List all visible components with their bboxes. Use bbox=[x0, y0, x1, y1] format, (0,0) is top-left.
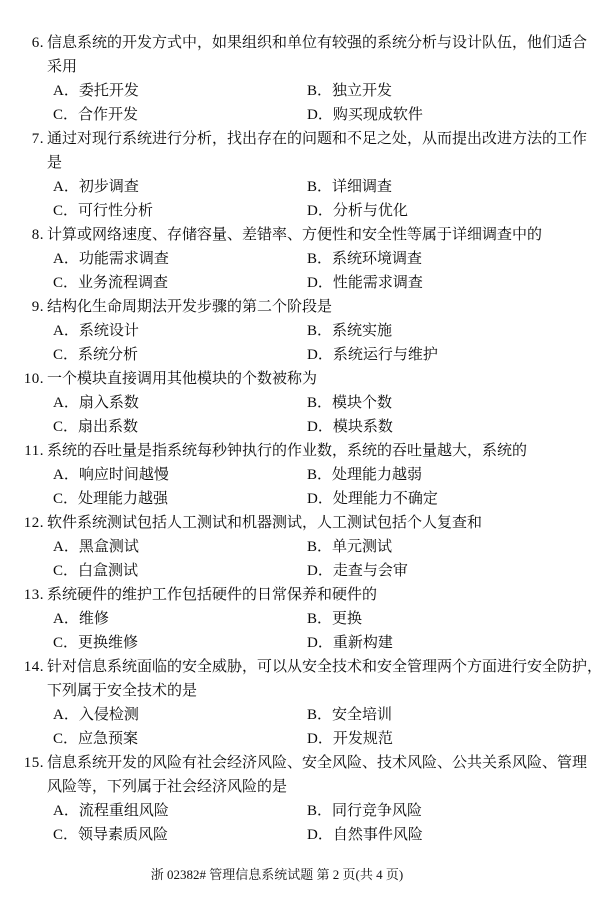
option: A．初步调查 bbox=[53, 179, 139, 195]
question-stem-row bbox=[0, 655, 614, 679]
option-row bbox=[0, 703, 614, 727]
question bbox=[0, 295, 614, 367]
option-row bbox=[0, 559, 614, 583]
question-stem-row bbox=[0, 295, 614, 319]
question-stem-continuation: 下列属于安全技术的是 bbox=[47, 683, 198, 699]
question bbox=[0, 439, 614, 511]
option-row bbox=[0, 727, 614, 751]
option: A．扇入系数 bbox=[53, 395, 139, 411]
option: C．白盒测试 bbox=[53, 563, 139, 579]
option: D．开发规范 bbox=[307, 731, 393, 747]
question-stem-row bbox=[0, 751, 614, 775]
option: A．功能需求调查 bbox=[53, 251, 169, 267]
option: B．模块个数 bbox=[307, 395, 393, 411]
option: D．模块系数 bbox=[307, 419, 393, 435]
option: D．重新构建 bbox=[307, 635, 393, 651]
question-number: 8. bbox=[31, 227, 44, 243]
question-stem: 计算或网络速度、存储容量、差错率、方便性和安全性等属于详细调查中的 bbox=[47, 227, 543, 243]
question-stem: 软件系统测试包括人工测试和机器测试，人工测试包括个人复查和 bbox=[47, 515, 483, 531]
question-stem: 通过对现行系统进行分析，找出存在的问题和不足之处，从而提出改进方法的工作 bbox=[47, 131, 588, 147]
question-stem-row bbox=[0, 439, 614, 463]
option-row bbox=[0, 271, 614, 295]
option: B．同行竞争风险 bbox=[307, 803, 423, 819]
option: B．处理能力越弱 bbox=[307, 467, 423, 483]
question bbox=[0, 511, 614, 583]
question-stem-continuation: 采用 bbox=[47, 59, 78, 75]
question-stem-continuation: 是 bbox=[47, 155, 63, 171]
question-number: 7. bbox=[31, 131, 44, 147]
question-stem: 信息系统开发的风险有社会经济风险、安全风险、技术风险、公共关系风险、管理 bbox=[47, 755, 588, 771]
question bbox=[0, 31, 614, 127]
option: A．委托开发 bbox=[53, 83, 139, 99]
question-stem: 针对信息系统面临的安全威胁，可以从安全技术和安全管理两个方面进行安全防护， bbox=[47, 659, 603, 675]
option: B．安全培训 bbox=[307, 707, 393, 723]
question-stem: 系统硬件的维护工作包括硬件的日常保养和硬件的 bbox=[47, 587, 378, 603]
option: A．响应时间越慢 bbox=[53, 467, 169, 483]
option: B．更换 bbox=[307, 611, 363, 627]
option: C．领导素质风险 bbox=[53, 827, 169, 843]
question-stem-continuation: 风险等，下列属于社会经济风险的是 bbox=[47, 779, 288, 795]
option: B．详细调查 bbox=[307, 179, 393, 195]
question-stem-row bbox=[0, 223, 614, 247]
question-number: 11. bbox=[24, 443, 44, 459]
option-row bbox=[0, 79, 614, 103]
option-row bbox=[0, 175, 614, 199]
option: A．入侵检测 bbox=[53, 707, 139, 723]
question-number: 9. bbox=[31, 299, 44, 315]
option-row bbox=[0, 607, 614, 631]
question-number: 6. bbox=[31, 35, 44, 51]
question-stem: 一个模块直接调用其他模块的个数被称为 bbox=[47, 371, 318, 387]
question-stem-row bbox=[0, 31, 614, 55]
option-row bbox=[0, 487, 614, 511]
question-stem-row bbox=[0, 511, 614, 535]
question-list bbox=[0, 31, 614, 847]
option: A．维修 bbox=[53, 611, 109, 627]
option: A．流程重组风险 bbox=[53, 803, 169, 819]
option: C．业务流程调查 bbox=[53, 275, 169, 291]
option: C．系统分析 bbox=[53, 347, 139, 363]
option-row bbox=[0, 415, 614, 439]
option: C．应急预案 bbox=[53, 731, 139, 747]
question-number: 15. bbox=[23, 755, 44, 771]
question-stem-row bbox=[0, 367, 614, 391]
option: D．购买现成软件 bbox=[307, 107, 423, 123]
option-row bbox=[0, 247, 614, 271]
option: D．性能需求调查 bbox=[307, 275, 423, 291]
option-row bbox=[0, 391, 614, 415]
page-footer: 浙 02382# 管理信息系统试题 第 2 页(共 4 页) bbox=[150, 867, 404, 882]
option-row bbox=[0, 823, 614, 847]
option: A．黑盒测试 bbox=[53, 539, 139, 555]
option: D．走查与会审 bbox=[307, 563, 408, 579]
option: B．系统实施 bbox=[307, 323, 393, 339]
question bbox=[0, 367, 614, 439]
question-stem: 信息系统的开发方式中，如果组织和单位有较强的系统分析与设计队伍，他们适合 bbox=[47, 35, 588, 51]
option: D．系统运行与维护 bbox=[307, 347, 438, 363]
question-number: 14. bbox=[23, 659, 44, 675]
option-row bbox=[0, 463, 614, 487]
option: C．扇出系数 bbox=[53, 419, 139, 435]
option: D．分析与优化 bbox=[307, 203, 408, 219]
option: C．更换维修 bbox=[53, 635, 139, 651]
question-stem: 结构化生命周期法开发步骤的第二个阶段是 bbox=[47, 299, 333, 315]
question-stem: 系统的吞吐量是指系统每秒钟执行的作业数，系统的吞吐量越大，系统的 bbox=[47, 443, 528, 459]
question-number: 12. bbox=[23, 515, 44, 531]
question bbox=[0, 223, 614, 295]
question bbox=[0, 751, 614, 847]
option: B．单元测试 bbox=[307, 539, 393, 555]
option-row bbox=[0, 535, 614, 559]
option: C．可行性分析 bbox=[53, 203, 154, 219]
question bbox=[0, 583, 614, 655]
option-row bbox=[0, 103, 614, 127]
question-number: 10. bbox=[23, 371, 44, 387]
option-row bbox=[0, 799, 614, 823]
option: C．处理能力越强 bbox=[53, 491, 169, 507]
option: D．自然事件风险 bbox=[307, 827, 423, 843]
option: A．系统设计 bbox=[53, 323, 139, 339]
option-row bbox=[0, 199, 614, 223]
question bbox=[0, 655, 614, 751]
option-row bbox=[0, 319, 614, 343]
option: B．独立开发 bbox=[307, 83, 393, 99]
option-row bbox=[0, 631, 614, 655]
option: B．系统环境调查 bbox=[307, 251, 423, 267]
question-stem-row bbox=[0, 127, 614, 151]
option-row bbox=[0, 343, 614, 367]
question-number: 13. bbox=[23, 587, 44, 603]
option: D．处理能力不确定 bbox=[307, 491, 438, 507]
option: C．合作开发 bbox=[53, 107, 139, 123]
question-stem-row bbox=[0, 583, 614, 607]
question bbox=[0, 127, 614, 223]
